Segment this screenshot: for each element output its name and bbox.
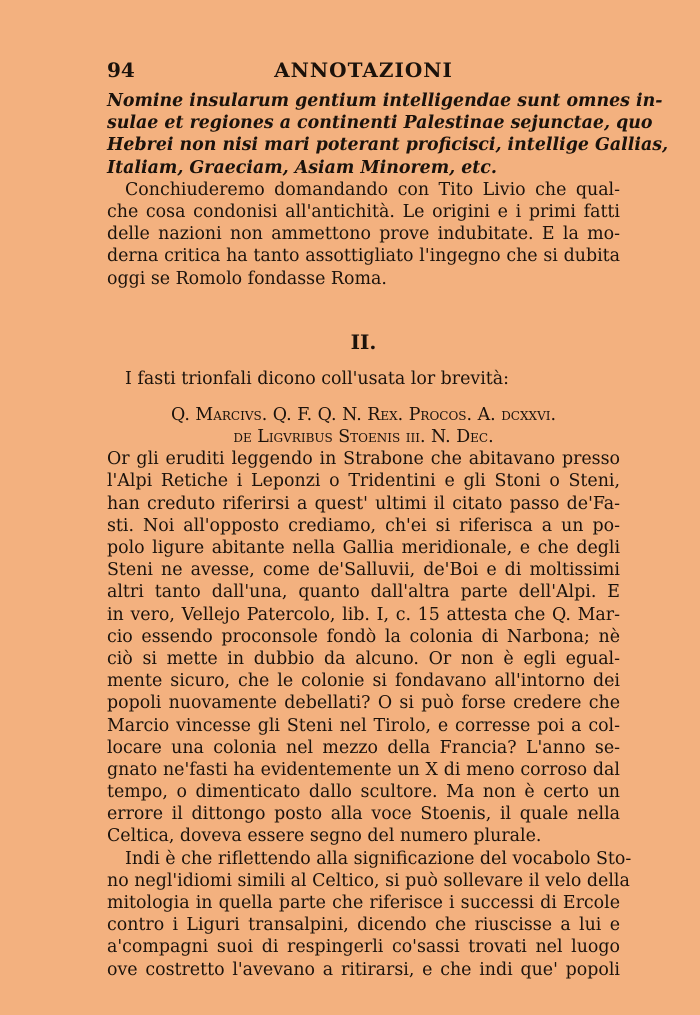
- text-line: Or gli eruditi leggendo in Strabone che abitavano presso: [107, 449, 620, 470]
- book-page: [107, 58, 669, 981]
- text-line: mente sicuro, che le colonie si fondavano all'intorno dei: [107, 671, 620, 692]
- text-line: polo ligure abitante nella Gallia meridionale, e che degli: [107, 538, 620, 558]
- text-line: in vero, Vellejo Patercolo, lib. I, c. 15 attesta che Q. Mar-: [107, 604, 620, 625]
- running-title: ANNOTAZIONI: [274, 58, 453, 82]
- text-line: tempo, o dimenticato dallo scultore. Ma non è certo un: [107, 782, 620, 803]
- text-line: I fasti trionfali dicono coll'usata lor brevità:: [125, 368, 510, 389]
- text-line: ove costretto l'avevano a ritirarsi, e che indi que' popoli: [107, 959, 620, 980]
- text-line: l'Alpi Retiche i Leponzi o Tridentini e gli Stoni o Steni,: [107, 471, 620, 492]
- text-line: Conchiuderemo domandando con Tito Livio che qual-: [125, 179, 620, 200]
- text-line: han creduto riferirsi a quest' ultimi il citato passo de'Fa-: [107, 493, 620, 514]
- text-line: contro i Liguri transalpini, dicendo che riuscisse a lui e: [107, 915, 620, 936]
- inscription: [107, 404, 620, 448]
- text-line: derna critica ha tanto assottigliato l'ingegno che si dubita: [107, 246, 620, 267]
- text-line: Hebrei non nisi mari poterant proficisci, intellige Gallias,: [107, 135, 669, 156]
- inscription-line: de Ligvribus Stoenis iii. N. Dec.: [233, 427, 494, 448]
- conclusion-paragraph: [107, 179, 620, 290]
- text-line: Italiam, Graeciam, Asiam Minorem, etc.: [107, 157, 497, 178]
- text-line: Indi è che riflettendo alla significazione del vocabolo Sto-: [125, 848, 632, 869]
- text-line: altri tanto dall'una, quanto dall'altra parte dell'Alpi. E: [107, 582, 620, 603]
- text-line: Marcio vincesse gli Steni nel Tirolo, e corresse poi a col-: [107, 715, 620, 736]
- text-line: errore il dittongo posto alla voce Stoenis, il quale nella: [107, 804, 620, 825]
- latin-quotation: [107, 90, 669, 179]
- text-line: che cosa condonisi all'antichità. Le origini e i primi fatti: [107, 201, 620, 222]
- section-heading: II.: [350, 329, 377, 354]
- page-number: 94: [107, 58, 135, 82]
- text-line: gnato ne'fasti ha evidentemente un X di meno corroso dal: [107, 759, 620, 780]
- inscription-line: Q. Marcivs. Q. F. Q. N. Rex. Procos. A. dcxxvi.: [170, 404, 557, 425]
- text-line: oggi se Romolo fondasse Roma.: [107, 268, 387, 289]
- text-line: popoli nuovamente debellati? O si può forse credere che: [107, 693, 620, 714]
- text-line: sti. Noi all'opposto crediamo, ch'ei si riferisca a un po-: [107, 515, 620, 536]
- fasti-intro: [107, 368, 620, 390]
- text-line: Steni ne avesse, come de'Salluvii, de'Boi e di moltissimi: [107, 560, 620, 581]
- text-line: no negl'idiomi simili al Celtico, si può sollevare il velo della: [107, 870, 630, 891]
- text-line: Celtica, doveva essere segno del numero plurale.: [107, 826, 542, 847]
- text-line: Nomine insularum gentium intelligendae sunt omnes in-: [107, 91, 663, 111]
- text-line: ciò si mette in dubbio da alcuno. Or non è egli egual-: [107, 648, 620, 669]
- paragraph-two: [107, 848, 632, 981]
- text-line: sulae et regiones a continenti Palestinae sejunctae, quo: [107, 113, 653, 134]
- paragraph-one: [107, 448, 620, 847]
- text-line: cio essendo proconsole fondò la colonia di Narbona; nè: [107, 626, 620, 647]
- page-header: [107, 58, 620, 90]
- text-line: locare una colonia nel mezzo della Francia? L'anno se-: [107, 737, 620, 758]
- text-line: delle nazioni non ammettono prove indubitate. E la mo-: [107, 224, 620, 245]
- text-line: a'compagni suoi di respingerli co'sassi trovati nel luogo: [107, 937, 620, 958]
- text-line: mitologia in quella parte che riferisce i successi di Ercole: [107, 893, 620, 913]
